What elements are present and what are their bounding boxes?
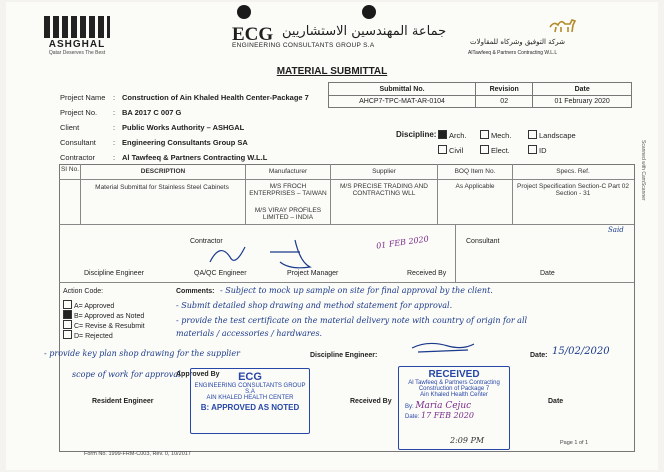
action-code-a[interactable] (63, 300, 114, 310)
action-date-label: Date: (530, 352, 548, 359)
received-date-stamp: 01 FEB 2020 (375, 234, 430, 251)
resident-engineer-label: Resident Engineer (92, 398, 154, 405)
action-code-b[interactable] (63, 310, 144, 320)
checkbox[interactable] (63, 330, 72, 339)
option-label: C= Revise & Resubmit (74, 323, 145, 330)
row-supplier: M/S PRECISE TRADING AND CONTRACTING WLL (339, 183, 428, 197)
stamp-date-label: Date: (405, 414, 420, 420)
action-received-date-label: Date (548, 398, 564, 405)
option-label: B= Approved as Noted (74, 313, 145, 320)
divider (59, 179, 634, 180)
comment-line: - Submit detailed shop drawing and method statement for approval. (176, 301, 453, 310)
comments-label: Comments: (176, 288, 215, 295)
comment-line: - Subject to mock up sample on site for final approval by the client. (220, 286, 493, 295)
row-manufacturer-1: M/S FROCH ENTERPRISES – TAIWAN (249, 183, 327, 197)
divider (59, 282, 634, 283)
checkbox[interactable] (480, 130, 489, 139)
scanner-watermark: Scanned with CamScanner (640, 140, 646, 201)
punch-hole (237, 5, 251, 19)
client-value: Public Works Authority – ASHGAL (122, 123, 245, 132)
option-label: Elect. (491, 146, 510, 155)
signoff-date-label: Date (540, 270, 555, 277)
project-manager-label: Project Manager (287, 270, 339, 277)
discipline-engineer-comment-label: Discipline Engineer: (310, 352, 378, 359)
option-label: Civil (449, 146, 464, 155)
ashghal-wordmark: ASHGHAL (48, 39, 106, 50)
ashghal-tagline: Qatar Deserves The Best (48, 50, 106, 56)
project-no-label: Project No. (60, 108, 98, 117)
divider (455, 224, 456, 282)
stamp-received-name: Maria Cejuc (415, 401, 472, 411)
option-label: Landscape (539, 131, 576, 140)
comment-line: - provide key plan shop drawing for the supplier (44, 349, 240, 358)
received-time: 2:09 PM (450, 436, 485, 445)
discipline-landscape[interactable] (528, 130, 576, 140)
consultant-label: Consultant (466, 238, 500, 245)
col-si-no: SI No. (60, 166, 80, 173)
comment-line: scope of work for approval (72, 370, 181, 379)
action-date-value: 15/02/2020 (552, 346, 610, 357)
consultant-label: Consultant (60, 138, 96, 147)
comment-line: - provide the test certificate on the material delivery note with country of origin for all (176, 316, 528, 325)
contractor-signatures (200, 232, 320, 272)
page-number: Page 1 of 1 (560, 440, 589, 446)
divider (59, 224, 634, 225)
checkbox[interactable] (528, 145, 537, 154)
approved-by-label: Approved By (176, 371, 220, 378)
stamp-received-line1: Al Tawfeeq & Partners Contracting (408, 380, 500, 386)
discipline-id[interactable] (528, 145, 547, 155)
revision-value: 02 (476, 96, 533, 108)
checkbox-checked[interactable] (63, 310, 72, 319)
submittal-table (328, 82, 632, 108)
comment-line: materials / accessories / hardwares. (176, 329, 323, 338)
discipline-civil[interactable] (438, 145, 463, 155)
colon: : (113, 123, 116, 132)
option-label: ID (539, 146, 547, 155)
project-no-value: BA 2017 C 007 G (122, 108, 182, 117)
ecg-arabic-name: جماعة المهندسين الاستشاريين (282, 24, 447, 39)
stamp-by-label: By: (405, 404, 414, 410)
stamp-received-line3: Ain Khaled Health Center (420, 392, 488, 398)
colon: : (113, 108, 116, 117)
contractor-value: Al Tawfeeq & Partners Contracting W.L.L (122, 153, 268, 162)
checkbox-checked[interactable] (438, 130, 447, 139)
stamp-received-by-row (399, 401, 509, 411)
row-boq: As Applicable (455, 183, 495, 190)
project-name-value: Construction of Ain Khaled Health Center-Package 7 (122, 93, 309, 102)
contractor-label: Contractor (190, 238, 223, 245)
option-label: Mech. (491, 131, 512, 140)
colon: : (113, 153, 116, 162)
option-label: D= Rejected (74, 333, 113, 340)
checkbox[interactable] (63, 320, 72, 329)
option-label: A= Approved (74, 303, 115, 310)
ecg-logo: ECG (232, 24, 274, 45)
col-description: DESCRIPTION (140, 168, 186, 175)
revision-header: Revision (476, 83, 533, 96)
option-label: Arch. (449, 131, 467, 140)
discipline-arch[interactable] (438, 130, 467, 140)
client-label: Client (60, 123, 80, 132)
row-specs: Project Specification Section-C Part 02 Section - 31 (517, 183, 629, 197)
col-supplier: Supplier (372, 168, 396, 175)
stamp-received-date: 17 FEB 2020 (421, 411, 474, 420)
action-code-title: Action Code: (63, 288, 104, 295)
action-code-d[interactable] (63, 330, 113, 340)
discipline-elect[interactable] (480, 145, 510, 155)
discipline-engineer-label: Discipline Engineer (84, 270, 144, 277)
engineer-signature (408, 338, 478, 354)
stamp-received-line2: Construction of Package 7 (418, 386, 490, 392)
submittal-no-value: AHCP7-TPC-MAT-AR-0104 (329, 96, 476, 108)
stamp-ecg-line1: ENGINEERING CONSULTANTS GROUP S.A (194, 383, 306, 395)
submittal-no-header: Submittal No. (329, 83, 476, 96)
camel-icon (548, 17, 578, 33)
date-header: Date (533, 83, 632, 96)
checkbox[interactable] (438, 145, 447, 154)
tawfeeq-arabic-name: شركة التوفيق وشركاه للمقاولات (470, 38, 565, 46)
qa-qc-engineer-label: QA/QC Engineer (194, 270, 247, 277)
checkbox[interactable] (528, 130, 537, 139)
col-specs: Specs. Ref. (556, 168, 590, 175)
stamp-received-date-row (399, 411, 509, 420)
checkbox[interactable] (480, 145, 489, 154)
discipline-mech[interactable] (480, 130, 511, 140)
action-code-c[interactable] (63, 320, 145, 330)
colon: : (113, 93, 116, 102)
colon: : (113, 138, 116, 147)
stamp-ecg-line2: AIN KHALED HEALTH CENTER (206, 395, 294, 401)
punch-hole (362, 5, 376, 19)
tawfeeq-full-name: AlTawfeeq & Partners Contracting W.L.L (468, 50, 558, 56)
stamp-ecg-mark: ECG (238, 371, 262, 383)
col-manufacturer: Manufacturer (268, 168, 308, 175)
stamp-approval-code: B: APPROVED AS NOTED (200, 403, 300, 412)
stamp-received-title: RECEIVED (428, 369, 480, 380)
checkbox[interactable] (63, 300, 72, 309)
ashghal-logo (44, 16, 110, 56)
discipline-label: Discipline: (396, 130, 437, 139)
consultant-value: Engineering Consultants Group SA (122, 138, 248, 147)
col-boq: BOQ Item No. (454, 168, 496, 175)
ecg-full-name: ENGINEERING CONSULTANTS GROUP S.A (232, 42, 375, 49)
received-by-label: Received By (407, 270, 447, 277)
ashghal-logo-mark (44, 16, 110, 38)
document-title: MATERIAL SUBMITTAL (276, 66, 388, 77)
contractor-label: Contractor (60, 153, 96, 162)
project-name-label: Project Name (60, 93, 106, 102)
said-handwriting: Said (608, 226, 624, 234)
date-value: 01 February 2020 (533, 96, 632, 108)
action-received-by-label: Received By (350, 398, 392, 405)
row-description: Material Submittal for Stainless Steel Cabinets (95, 184, 229, 191)
row-manufacturer-2: M/S VIRAY PROFILES LIMITED – INDIA (254, 207, 322, 221)
form-number: Form No. 1999-FRM-C003, Rev. 0, 10/2017 (84, 451, 191, 457)
ecg-approval-stamp (190, 368, 310, 434)
